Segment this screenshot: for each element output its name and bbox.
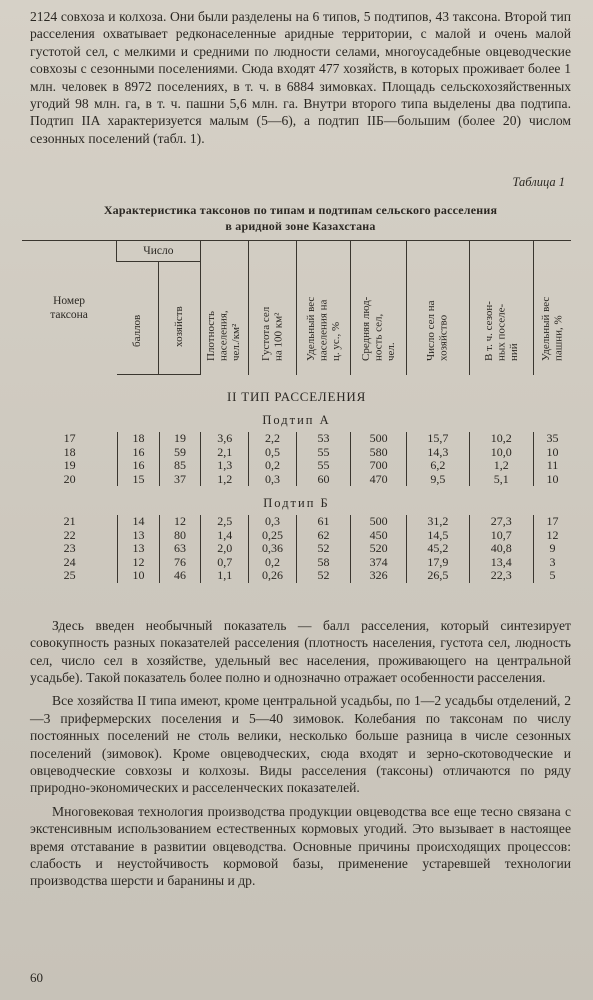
paragraph-4: Многовековая технология производства продукции овцеводства все еще тесно связана с экстенсивным использованием естественных кормовых угодий. Это вызывает в настоящее время отставание в развитии овцеводства. Основные причины происходящих процессов: слабость и неустойчивость кормовой базы, применение устаревшей технологии производства шерсти и баранины и др.	[30, 803, 571, 889]
table-row	[22, 473, 571, 487]
header-seasonal: В т. ч. сезон- ных поселе- ний	[469, 241, 533, 375]
table-cell: 17,9	[407, 556, 469, 570]
table-cell: 0,2	[249, 556, 297, 570]
table-cell: 520	[351, 542, 407, 556]
table-row	[22, 459, 571, 473]
table-cell: 31,2	[407, 515, 469, 529]
table-row	[22, 446, 571, 460]
table-cell: 0,3	[249, 515, 297, 529]
table-cell: 5,1	[469, 473, 533, 487]
table-cell: 27,3	[469, 515, 533, 529]
subtype-b-title: Подтип Б	[263, 496, 330, 511]
table-cell: 52	[296, 569, 350, 583]
table-cell: 61	[296, 515, 350, 529]
table-cell: 470	[351, 473, 407, 487]
table-cell: 2,1	[201, 446, 249, 460]
table-cell: 2,2	[249, 432, 297, 446]
table-cell: 52	[296, 542, 350, 556]
table-cell: 0,36	[249, 542, 297, 556]
table-row	[22, 529, 571, 543]
table-cell: 1,3	[201, 459, 249, 473]
table-cell: 85	[159, 459, 201, 473]
table-row	[22, 542, 571, 556]
table-cell: 19	[63, 458, 76, 473]
table-1	[22, 240, 571, 583]
table-cell: 16	[118, 446, 160, 460]
table-cell: 17	[63, 431, 76, 446]
table-cell: 14	[118, 515, 160, 529]
table-cell: 15	[118, 473, 160, 487]
table-cell: 59	[159, 446, 201, 460]
table-cell: 6,2	[407, 459, 469, 473]
table-cell: 10,0	[469, 446, 533, 460]
table-cell: 1,2	[201, 473, 249, 487]
table-cell: 580	[351, 446, 407, 460]
table-cell: 25	[63, 568, 76, 583]
header-count-group: Число	[117, 241, 200, 262]
table-cell: 21	[63, 514, 76, 529]
table-cell: 16	[118, 459, 160, 473]
header-farms: хозяйств	[158, 262, 200, 375]
table-cell: 3	[534, 556, 572, 570]
table-cell: 9	[534, 542, 572, 556]
table-cell: 9,5	[407, 473, 469, 487]
header-balls: баллов	[117, 262, 158, 375]
table-cell: 60	[296, 473, 350, 487]
table-cell: 3,6	[201, 432, 249, 446]
header-share-arable: Удельный вес пашни, %	[534, 241, 571, 375]
table-cell: 10	[534, 473, 572, 487]
table-cell: 35	[534, 432, 572, 446]
table-body-b	[22, 515, 571, 583]
table-cell: 450	[351, 529, 407, 543]
header-village-density: Густота сел на 100 км²	[248, 241, 296, 375]
table-cell: 17	[534, 515, 572, 529]
table-cell: 0,25	[249, 529, 297, 543]
table-row	[22, 556, 571, 570]
table-cell: 22,3	[469, 569, 533, 583]
table-row	[22, 515, 571, 529]
table-cell: 0,2	[249, 459, 297, 473]
section-title: II ТИП РАССЕЛЕНИЯ	[226, 389, 367, 405]
table-cell: 37	[159, 473, 201, 487]
table-cell: 0,26	[249, 569, 297, 583]
table-row	[22, 432, 571, 446]
table-cell: 40,8	[469, 542, 533, 556]
table-cell: 19	[159, 432, 201, 446]
table-cell: 10,2	[469, 432, 533, 446]
table-cell: 326	[351, 569, 407, 583]
table-cell: 23	[63, 541, 76, 556]
table-cell: 500	[351, 515, 407, 529]
table-label: Таблица 1	[512, 175, 565, 190]
header-taxon: Номер таксона	[22, 241, 117, 375]
table-caption-line-2: в аридной зоне Казахстана	[225, 219, 376, 234]
table-cell: 80	[159, 529, 201, 543]
table-cell: 26,5	[407, 569, 469, 583]
table-cell: 18	[63, 444, 76, 459]
table-cell: 1,4	[201, 529, 249, 543]
table-cell: 14,5	[407, 529, 469, 543]
subtype-a-title: Подтип А	[262, 413, 331, 428]
table-cell: 62	[296, 529, 350, 543]
table-cell: 15,7	[407, 432, 469, 446]
table-cell: 500	[351, 432, 407, 446]
table-cell: 20	[63, 471, 76, 486]
table-cell: 13	[118, 529, 160, 543]
table-cell: 10	[534, 446, 572, 460]
table-cell: 0,7	[201, 556, 249, 570]
table-body-a	[22, 432, 571, 486]
page-number: 60	[30, 970, 43, 985]
table-cell: 13	[118, 542, 160, 556]
table-cell: 0,5	[249, 446, 297, 460]
header-share-pop: Удельный вес населения на ц. ус., %	[296, 241, 350, 375]
table-cell: 10,7	[469, 529, 533, 543]
table-cell: 12	[159, 515, 201, 529]
header-avg-size: Средняя люд- ность сел, чел.	[350, 241, 406, 375]
table-cell: 55	[296, 459, 350, 473]
table-cell: 2,5	[201, 515, 249, 529]
header-villages-per-farm: Число сел на хозяйство	[407, 241, 469, 375]
table-cell: 63	[159, 542, 201, 556]
table-caption-line-1: Характеристика таксонов по типам и подтипам сельского расселения	[103, 203, 498, 218]
table-cell: 46	[159, 569, 201, 583]
table-cell: 0,3	[249, 473, 297, 487]
table-cell: 13,4	[469, 556, 533, 570]
table-cell: 18	[118, 432, 160, 446]
table-cell: 700	[351, 459, 407, 473]
table-cell: 5	[534, 569, 572, 583]
table-row	[22, 569, 571, 583]
table-cell: 58	[296, 556, 350, 570]
table-cell: 12	[534, 529, 572, 543]
table-cell: 12	[118, 556, 160, 570]
table-header	[22, 240, 571, 375]
table-cell: 55	[296, 446, 350, 460]
table-cell: 76	[159, 556, 201, 570]
paragraph-3: Все хозяйства II типа имеют, кроме центральной усадьбы, по 1—2 усадьбы отделений, 2—3 прифермерских поселения и 5—40 зимовок. Колебания по таксонам по числу постоянных поселений не столь велики, несколько больше разница в числе сезонных поселений (зимовок). Кроме овцеводческих, сюда входят и зерно-скотоводческие и овцеводческие совхозы и колхозы. Виды расселения (таксоны) отличаются по ряду природно-экономических и расселенческих показателей.	[30, 693, 571, 796]
table-cell: 10	[118, 569, 160, 583]
table-cell: 22	[63, 527, 76, 542]
table-cell: 11	[534, 459, 572, 473]
table-cell: 24	[63, 554, 76, 569]
table-cell: 374	[351, 556, 407, 570]
table-cell: 45,2	[407, 542, 469, 556]
header-density: Плотность населения, чел./км²	[200, 241, 248, 375]
table-cell: 53	[296, 432, 350, 446]
paragraph-2: Здесь введен необычный показатель — балл расселения, который синтезирует совокупность разных показателей расселения (плотность населения, густота сел, людность сел, число сел в хозяйстве, удельный вес населения, проживающего на центральной усадьбе). Такой показатель более полно и однозначно отражает особенности расселения.	[30, 617, 571, 685]
table-cell: 1,1	[201, 569, 249, 583]
table-cell: 14,3	[407, 446, 469, 460]
intro-paragraph: 2124 совхоза и колхоза. Они были разделены на 6 типов, 5 подтипов, 43 таксона. Второй тип расселения охватывает редконаселенные аридные территории, с малой и очень малой густотой сел, с мелкими и средними по людности селами, многоусадебные овцеводческие совхозы с сезонными поселениями. Сюда входят 477 хозяйств, в которых проживает более 1 млн. человек в 8972 поселениях, в т. ч. в 6884 зимовках. Площадь сельскохозяйственных угодий 98 млн. га, в т. ч. пашни 5,6 млн. га. Внутри второго типа выделены два подтипа. Подтип IIA характеризуется малым (5—6), а подтип IIБ—большим (более 20) числом сезонных поселений (табл. 1).	[30, 9, 571, 146]
table-caption	[30, 202, 571, 234]
table-cell: 1,2	[469, 459, 533, 473]
table-cell: 2,0	[201, 542, 249, 556]
